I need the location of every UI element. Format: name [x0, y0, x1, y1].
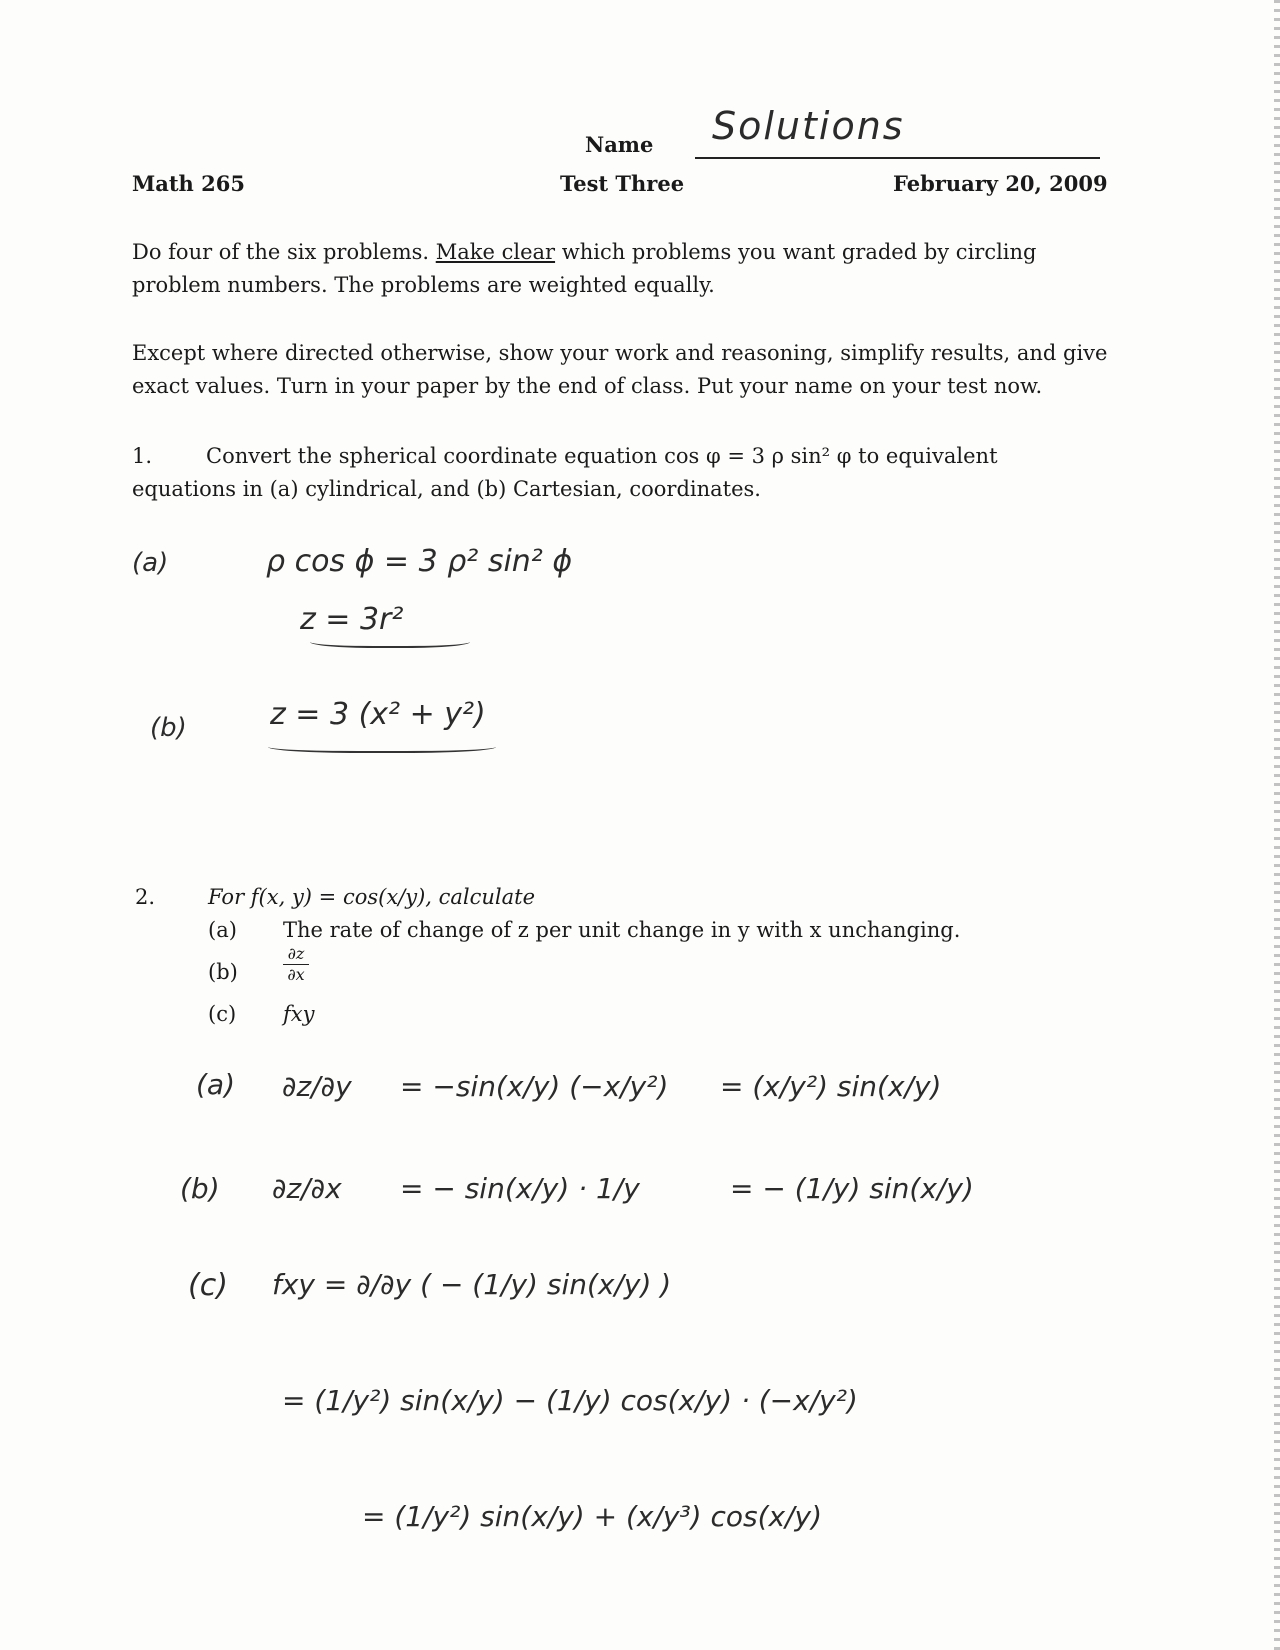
problem-1-line-2: equations in (a) cylindrical, and (b) Cartesian, coordinates. — [132, 477, 761, 501]
problem-2-part-b-label: (b) — [208, 960, 238, 984]
p2-solution-a-lhs: ∂z/∂y — [282, 1070, 352, 1103]
p2-solution-b-label: (b) — [180, 1172, 220, 1205]
name-underline — [695, 157, 1100, 159]
course-title: Math 265 — [132, 171, 245, 196]
p1-solution-b-underline — [268, 745, 496, 753]
p1-solution-b-label: (b) — [150, 713, 187, 743]
instructions-line-2: problem numbers. The problems are weighted equally. — [132, 273, 715, 297]
p1-solution-b-step1: z = 3 (x² + y²) — [270, 697, 486, 732]
problem-2-part-a-text: The rate of change of z per unit change in y with x unchanging. — [283, 918, 961, 942]
p2-solution-c-line2: = (1/y²) sin(x/y) − (1/y) cos(x/y) · (−x/y²) — [282, 1384, 858, 1417]
p2-solution-b-lhs: ∂z/∂x — [272, 1172, 342, 1205]
scan-edge-artifact — [1274, 0, 1280, 1650]
test-date: February 20, 2009 — [893, 171, 1108, 196]
problem-2-part-c-text: fxy — [283, 1002, 315, 1026]
instructions-paragraph-2 — [132, 337, 1107, 403]
p2-solution-c-label: (c) — [188, 1268, 228, 1303]
instructions-paragraph-1 — [132, 236, 1036, 302]
instructions-line-3: Except where directed otherwise, show your work and reasoning, simplify results, and give — [132, 341, 1108, 365]
p2-solution-a-result: = (x/y²) sin(x/y) — [720, 1070, 942, 1103]
problem-2-part-b-fraction: ∂z ∂x — [283, 944, 309, 985]
p2-solution-c-line1: fxy = ∂/∂y ( − (1/y) sin(x/y) ) — [272, 1268, 672, 1301]
p2-solution-a-middle: = −sin(x/y) (−x/y²) — [400, 1070, 669, 1103]
problem-1-number: 1. — [132, 444, 153, 468]
p1-solution-a-label: (a) — [132, 548, 169, 578]
p2-solution-b-result: = − (1/y) sin(x/y) — [730, 1172, 974, 1205]
p1-solution-a-step2: z = 3r² — [300, 602, 404, 637]
problem-1-line-1: Convert the spherical coordinate equation cos φ = 3 ρ sin² φ to equivalent — [206, 444, 998, 468]
p1-solution-a-step1: ρ cos ϕ = 3 ρ² sin² ϕ — [266, 544, 573, 579]
problem-2-part-c-label: (c) — [208, 1002, 237, 1026]
emphasis-make-clear: Make clear — [435, 240, 556, 264]
problem-2-number: 2. — [135, 885, 156, 909]
p2-solution-c-line3: = (1/y²) sin(x/y) + (x/y³) cos(x/y) — [362, 1500, 823, 1533]
test-title: Test Three — [560, 171, 685, 196]
p2-solution-b-middle: = − sin(x/y) · 1/y — [400, 1172, 640, 1205]
problem-2-part-a-label: (a) — [208, 918, 237, 942]
problem-2-intro: For f(x, y) = cos(x/y), calculate — [208, 885, 536, 909]
instructions-line-1: Do four of the six problems. Make clear which problems you want graded by circling — [132, 240, 1037, 264]
p2-solution-a-label: (a) — [196, 1068, 236, 1101]
name-label: Name — [585, 132, 654, 157]
p1-solution-a-underline — [310, 640, 470, 648]
instructions-line-4: exact values. Turn in your paper by the end of class. Put your name on your test now. — [132, 374, 1043, 398]
name-value: Solutions — [712, 104, 905, 148]
